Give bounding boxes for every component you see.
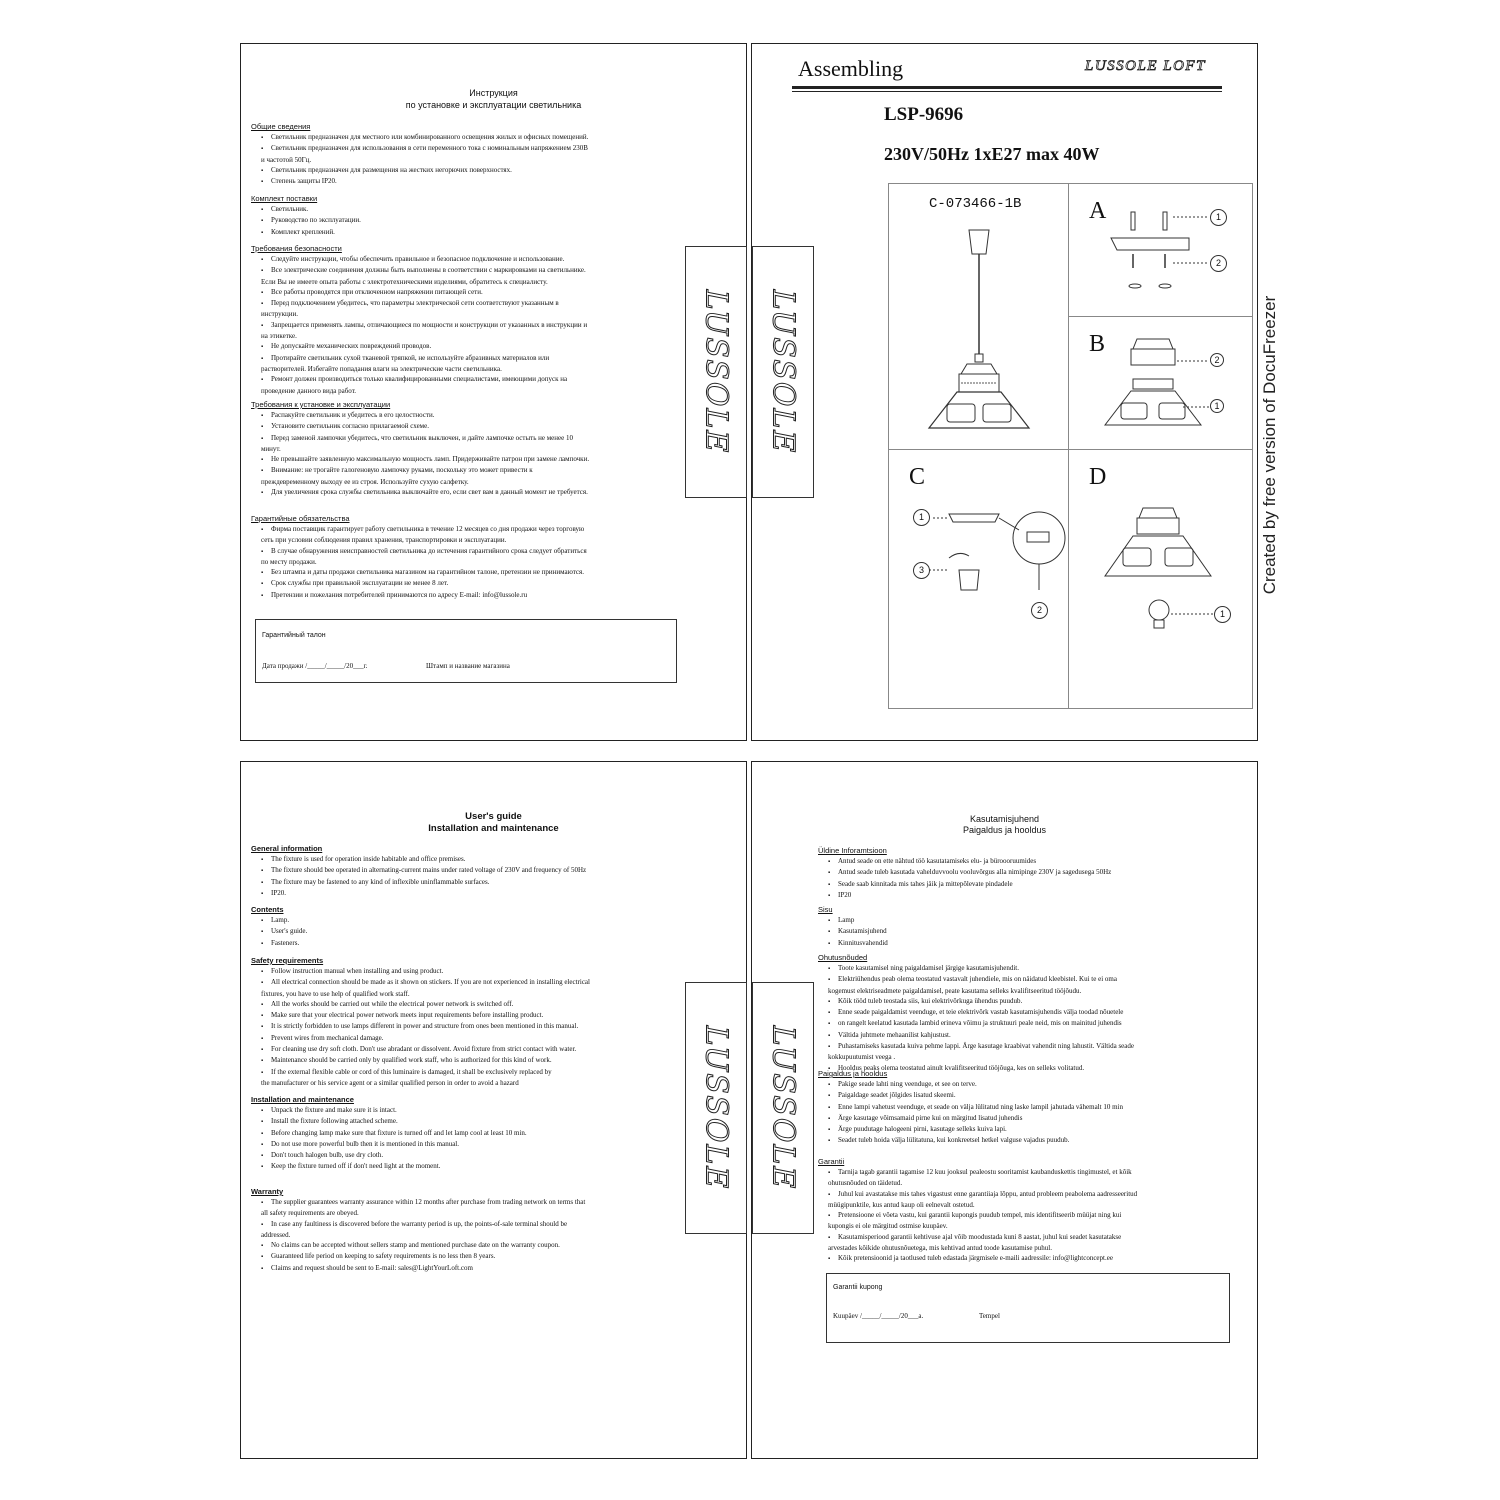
brand-logo: LUSSOLE [765,1025,801,1191]
section-heading: Installation and maintenance [251,1095,354,1104]
callout-1: 1 [1210,209,1227,226]
electrical-spec: 230V/50Hz 1xE27 max 40W [884,144,1100,164]
list-item: ▪ Antud seade tuleb kasutada vahelduvvoolu vooluvõrgus alla nimipinge 230V ja sagedusega 50Hz [818,867,1248,878]
list-item-continuation: преждевременному выходу ее из строя. Используйте сухую салфетку. [261,477,469,486]
ru-section-3 [251,400,681,498]
brand-logo: LUSSOLE [698,289,734,455]
list-item-continuation: Если Вы не имеете опыта работы с электротехническими изделиями, обратитесь к специалисту. [261,277,548,286]
pendant-lamp-drawing [889,184,1069,450]
list-item: ▪ In case any faultiness is discovered before the warranty period is up, the points-of-sale terminal should be [251,1219,681,1230]
ru-coupon-title: Гарантийный талон [262,632,326,639]
page-assembling [751,43,1258,741]
list-item: ▪ Follow instruction manual when installing and using product. [251,966,681,977]
list-item: ▪ Претензии и пожелания потребителей принимаются по адресу E-mail: info@lussole.ru [251,590,681,601]
list-item: ▪ The fixture should bee operated in alternating-current mains under rated voltage of 230V and frequency of 50Hz [251,865,681,876]
list-item: ▪ Keep the fixture turned off if don't need light at the moment. [251,1161,681,1172]
list-item: ▪ If the external flexible cable or cord of this luminaire is damaged, it shall be exclusively replaced by [251,1067,681,1078]
step-c-label: C [909,464,926,490]
bulb-insert-drawing [1069,450,1252,708]
ru-coupon-stamp: Штамп и название магазина [426,662,510,670]
list-item-continuation: fixtures, you have to use help of qualified work staff. [261,989,410,998]
ru-section-0 [251,122,681,187]
ru-section-4 [251,514,681,601]
list-item: ▪ The supplier guarantees warranty assurance within 12 months after purchase from trading network on terms that [251,1197,681,1208]
et-coupon-title: Garantii kupong [833,1284,883,1291]
product-drawing-cell [889,184,1069,450]
list-item: ▪ All electrical connection should be made as it shown on stickers. If you are not experienced in installing electrical [251,977,681,988]
et-section-4 [818,1157,1248,1265]
step-d-cell [1069,450,1252,708]
list-item: ▪ Внимание: не трогайте галогеновую лампочку руками, поскольку это может привести к [251,465,681,476]
list-item: ▪ The fixture may be fastened to any kind of inflexible uninflammable surfaces. [251,877,681,888]
list-item: ▪ For cleaning use dry soft cloth. Don't use abradant or dissolvent. Avoid fixture from strict contact with water. [251,1044,681,1055]
list-item: ▪ Перед подключением убедитесь, что параметры электрической сети соответствуют указанным в [251,298,681,309]
list-item: ▪ IP20 [818,890,1248,901]
bullet-list [818,1079,1248,1147]
list-item: ▪ Vältida juhtmete mehaanilist kahjustust. [818,1030,1248,1041]
bullet-list [251,524,681,601]
list-item: ▪ Antud seade on ette nähtud töö kasutatamiseks elu- ja büroooruumides [818,856,1248,867]
list-item: ▪ Ärge puudutage halogeeni pirni, kasutage selleks kuiva lapi. [818,1124,1248,1135]
section-heading: General information [251,844,323,853]
section-heading: Paigaldus ja hooldus [818,1069,888,1078]
list-item: ▪ Don't touch halogen bulb, use dry cloth. [251,1150,681,1161]
section-heading: Ohutusnõuded [818,953,868,962]
brand-wordmark: LUSSOLE LOFT [1085,58,1206,74]
list-item: ▪ Kasutamisjuhend [818,926,1248,937]
list-item-continuation: растворителей. Избегайте попадания влаги на электрические части светильника. [261,364,502,373]
brand-logo-tab [685,246,747,498]
list-item: ▪ Kõik tööd tuleb teostada siis, kui elektrivõrkuga ühendus puudub. [818,996,1248,1007]
list-item: ▪ Enne seade paigaldamist veenduge, et teie elektrivõrk vastab kasutamisjuhendis välja toodad nõuetele [818,1007,1248,1018]
list-item: ▪ Степень защиты IP20. [251,176,681,187]
list-item: ▪ В случае обнаружения неисправностей светильника до истечения гарантийного срока следует обратиться [251,546,681,557]
section-heading: Общие сведения [251,122,311,131]
en-section-3 [251,1095,681,1173]
section-heading: Garantii [818,1157,845,1166]
callout-1: 1 [1210,399,1224,413]
list-item-continuation: kogemust elektriseadmete paigaldamisel, peate kasutama selleks kvalifitseeritud tööjõudu. [828,986,1082,995]
list-item-continuation: müügipunktile, kus antud kaup oli eelnevalt ostetud. [828,1200,975,1209]
list-item: ▪ Светильник. [251,204,681,215]
section-heading: Требования безопасности [251,244,342,253]
callout-2: 2 [1210,353,1224,367]
en-section-2 [251,956,681,1088]
step-a-cell [1069,184,1252,317]
bullet-list [818,856,1248,901]
list-item-continuation: минут. [261,444,281,453]
list-item: ▪ Все работы проводятся при отключенном напряжении питающей сети. [251,287,681,298]
en-section-1 [251,905,681,949]
bullet-list [251,1105,681,1173]
list-item: ▪ No claims can be accepted without sellers stamp and mentioned purchase date on the warranty coupon. [251,1240,681,1251]
list-item: ▪ Do not use more powerful bulb then it is mentioned in this manual. [251,1139,681,1150]
heading-rule-thin [792,91,1222,92]
section-heading: Гарантийные обязательства [251,514,350,523]
list-item: ▪ Seadet tuleb hoida välja lülitatuna, kui konkreetsel hetkel valguse vajadus puudub. [818,1135,1248,1146]
list-item-continuation: ohutusnõuded on täidetud. [828,1179,903,1188]
list-item: ▪ Paigaldage seadet jõlgides lisatud skeemi. [818,1090,1248,1101]
ru-section-2 [251,244,681,396]
list-item: ▪ Prevent wires from mechanical damage. [251,1033,681,1044]
en-section-4 [251,1187,681,1274]
list-item: ▪ Seade saab kinnitada mis tahes jäik ja mittepõlevate pindadele [818,879,1248,890]
list-item: ▪ Claims and request should be sent to E-mail: sales@LightYourLoft.com [251,1263,681,1274]
section-heading: Üldine Inforamtsioon [818,846,887,855]
brand-logo-tab [685,982,747,1234]
assembly-diagram-grid [888,183,1253,709]
list-item: ▪ Lamp. [251,915,681,926]
ru-coupon-date: Дата продажи /_____/_____/20___г. [262,662,368,670]
list-item: ▪ Не допускайте механических повреждений проводов. [251,341,681,352]
et-title-line2: Paigaldus ja hooldus [962,825,1047,835]
list-item-continuation: и частотой 50Гц. [261,155,312,164]
list-item: ▪ The fixture is used for operation inside habitable and office premises. [251,854,681,865]
list-item: ▪ Install the fixture following attached scheme. [251,1116,681,1127]
callout-2: 2 [1031,602,1048,619]
list-item: ▪ Светильник предназначен для использования в сети переменного тока с номинальным напряжением 230В [251,143,681,154]
brand-logo: LUSSOLE [765,289,801,455]
bullet-list [251,1197,681,1274]
step-b-label: B [1089,331,1106,357]
assembling-heading: Assembling [798,56,904,81]
model-number: LSP-9696 [884,104,964,125]
et-section-0 [818,846,1248,901]
wiring-drawing [889,450,1069,708]
ru-title-line1: Инструкция [469,88,518,98]
list-item-continuation: addressed. [261,1230,291,1239]
list-item: ▪ Toote kasutamisel ning paigaldamisel järgige kasutamisjuhendit. [818,963,1248,974]
list-item: ▪ Запрещается применять лампы, отличающиеся по мощности и конструкции от указанных в инструкции и [251,320,681,331]
en-title-line2: Installation and maintenance [428,823,559,834]
mounting-bracket-drawing [1069,184,1252,317]
list-item-continuation: на этикетке. [261,332,297,341]
list-item: ▪ on rangelt keelatud kasutada lambid erineva võimu ja struktuuri peale neid, mis on mainitud juhendis [818,1018,1248,1029]
et-section-2 [818,953,1248,1074]
list-item: ▪ IP20. [251,888,681,899]
list-item: ▪ Все электрические соединения должны быть выполнены в соответствии с маркировками на светильнике. [251,265,681,276]
et-coupon-date: Kuupäev /_____/_____/20___a. [833,1312,924,1320]
list-item: ▪ Не превышайте заявленную максимальную мощность ламп. Придерживайте патрон при замене лампочки. [251,454,681,465]
step-d-label: D [1089,464,1107,490]
bullet-list [251,254,681,396]
list-item: ▪ Ремонт должен производиться только квалифицированными специалистами, имеющими допуск на [251,374,681,385]
bullet-list [251,854,681,899]
page-english-guide [240,761,747,1459]
page-estonian-guide [751,761,1258,1459]
list-item: ▪ Следуйте инструкции, чтобы обеспечить правильное и безопасное подключение и использование. [251,254,681,265]
list-item: ▪ Lamp [818,915,1248,926]
product-code: C-073466-1B [929,196,1022,212]
section-heading: Safety requirements [251,956,324,965]
section-heading: Комплект поставки [251,194,318,203]
step-a-label: A [1089,198,1107,224]
brand-logo-tab-right [752,246,814,498]
list-item: ▪ Комплект креплений. [251,227,681,238]
list-item-continuation: all safety requirements are obeyed. [261,1209,359,1218]
list-item: ▪ Maintenance should be carried only by qualified work staff, who is authorized for this kind of work. [251,1055,681,1066]
page-russian-instructions [240,43,747,741]
list-item: ▪ Enne lampi vahetust veenduge, et seade on välja lülitatud ning laske lampil jahutada vähemalt 10 min [818,1102,1248,1113]
list-item: ▪ Протирайте светильник сухой тканевой тряпкой, не используйте абразивных материалов или [251,353,681,364]
list-item: ▪ Hooldus peaks olema teostatud ainult kvalifitseeritud tööjõuga, kes on selleks volitatud. [818,1063,1248,1074]
step-c-cell [889,450,1069,708]
list-item: ▪ Установите светильник согласно прилагаемой схеме. [251,421,681,432]
list-item: ▪ Fasteners. [251,938,681,949]
list-item: ▪ Kõik pretensioonid ja taotlused tuleb edastada järgmisele e-maili aadressile: info@lightconcept.ee [818,1253,1248,1264]
list-item: ▪ Фирма поставщик гарантирует работу светильника в течение 12 месяцев со дня продажи через торговую [251,524,681,535]
list-item: ▪ Unpack the fixture and make sure it is intact. [251,1105,681,1116]
list-item: ▪ Светильник предназначен для местного или комбинированного освещения жилых и офисных помещений. [251,132,681,143]
et-warranty-coupon [826,1273,1230,1343]
ru-title-line2: по установке и эксплуатации светильника [405,100,582,110]
list-item: ▪ Ärge kasutage võimsamaid pirne kui on märgitud lisatud juhendis [818,1113,1248,1124]
bullet-list [818,1167,1248,1265]
list-item: ▪ Tarnija tagab garantii tagamise 12 kuu jooksul pealeostu sooritamist kaubanduskettis tingimustel, et kõik [818,1167,1248,1178]
section-heading: Требования к установке и эксплуатации [251,400,391,409]
list-item-continuation: инструкции. [261,310,299,319]
list-item: ▪ Pretensioone ei võeta vastu, kui garantii kupongis puudub tempel, mis identifitseerib müüjat ning kui [818,1210,1248,1221]
list-item-continuation: по месту продажи. [261,557,317,566]
section-heading: Contents [251,905,284,914]
list-item: ▪ Перед заменой лампочки убедитесь, что светильник выключен, и дайте лампочке остыть не менее 10 [251,433,681,444]
list-item: ▪ Kasutamisperiood garantii kehtivuse ajal võib moodustada kuni 8 aastat, juhul kui seadet kasutatakse [818,1232,1248,1243]
en-title-line1: User's guide [465,811,522,822]
en-section-0 [251,844,681,899]
list-item: ▪ Светильник предназначен для размещения на жестких негорючих поверхностях. [251,165,681,176]
et-section-1 [818,905,1248,949]
bullet-list [251,915,681,949]
ru-warranty-coupon [255,619,677,683]
heading-rule [792,86,1222,89]
bullet-list [251,204,681,238]
list-item: ▪ Для увеличения срока службы светильника выключайте его, если свет вам в данный момент не требуется. [251,487,681,498]
et-section-3 [818,1069,1248,1147]
section-heading: Warranty [251,1187,284,1196]
list-item-continuation: the manufacturer or his service agent or a similar qualified person in order to avoid a hazard [261,1078,519,1087]
bullet-list [818,915,1248,949]
list-item: ▪ Juhul kui avastatakse mis tahes vigastust enne garantiiaja lõppu, antud probleem peabolema aadresseeritud [818,1189,1248,1200]
bullet-list [251,966,681,1088]
list-item-continuation: arvestades kõikide ohutusnõuetega, mis kehtivad antud toode kasutamise puhul. [828,1244,1052,1253]
callout-2: 2 [1210,255,1227,272]
section-heading: Sisu [818,905,833,914]
et-title-line1: Kasutamisjuhend [969,814,1040,824]
list-item: ▪ All the works should be carried out while the electrical power network is switched off. [251,999,681,1010]
et-coupon-stamp: Tempel [979,1312,1000,1320]
brand-logo: LUSSOLE [698,1025,734,1191]
bullet-list [251,410,681,498]
ru-section-1 [251,194,681,238]
list-item: ▪ Guaranteed life period on keeping to safety requirements is no less then 8 years. [251,1251,681,1262]
list-item: ▪ Before changing lamp make sure that fixture is turned off and let lamp cool at least 10 min. [251,1128,681,1139]
bullet-list [818,963,1248,1074]
list-item-continuation: kupongis ei ole märgitud ostmise kuupäev. [828,1222,948,1231]
list-item: ▪ Elektriühendus peab olema teostatud vastavalt juhendiele, mis on näidatud kleebistel. Kui te ei oma [818,974,1248,985]
list-item-continuation: сеть при условии соблюдения правил хранения, транспортировки и эксплуатации. [261,536,507,545]
list-item-continuation: kokkupuutumist veega . [828,1053,896,1062]
bullet-list [251,132,681,187]
list-item: ▪ Срок службы при правильной эксплуатации не менее 8 лет. [251,578,681,589]
list-item: ▪ Puhastamiseks kasutada kuiva pehme lappi. Ärge kasutage kraabivat vahendit ning lahustit. Vältida seade [818,1041,1248,1052]
brand-logo-tab-right [752,982,814,1234]
list-item: ▪ Распакуйте светильник и убедитесь в его целостности. [251,410,681,421]
callout-1: 1 [1214,606,1231,623]
callout-3: 3 [913,562,930,579]
list-item: ▪ Pakige seade lahti ning veenduge, et see on terve. [818,1079,1248,1090]
list-item: ▪ Kinnitusvahendid [818,938,1248,949]
lamp-shade-drawing [1069,317,1252,450]
list-item: ▪ It is strictly forbidden to use lamps different in power and structure from ones been mentioned in this manual. [251,1021,681,1032]
list-item: ▪ Без штампа и даты продажи светильника магазином на гарантийном талоне, претензии не принимаются. [251,567,681,578]
callout-1: 1 [913,509,930,526]
step-b-cell [1069,317,1252,450]
docufreezer-watermark: Created by free version of DocuFreezer [1260,295,1279,595]
list-item: ▪ Make sure that your electrical power network meets input requirements before installing product. [251,1010,681,1021]
list-item-continuation: проведение данного вида работ. [261,386,356,395]
list-item: ▪ User's guide. [251,926,681,937]
list-item: ▪ Руководство по эксплуатации. [251,215,681,226]
